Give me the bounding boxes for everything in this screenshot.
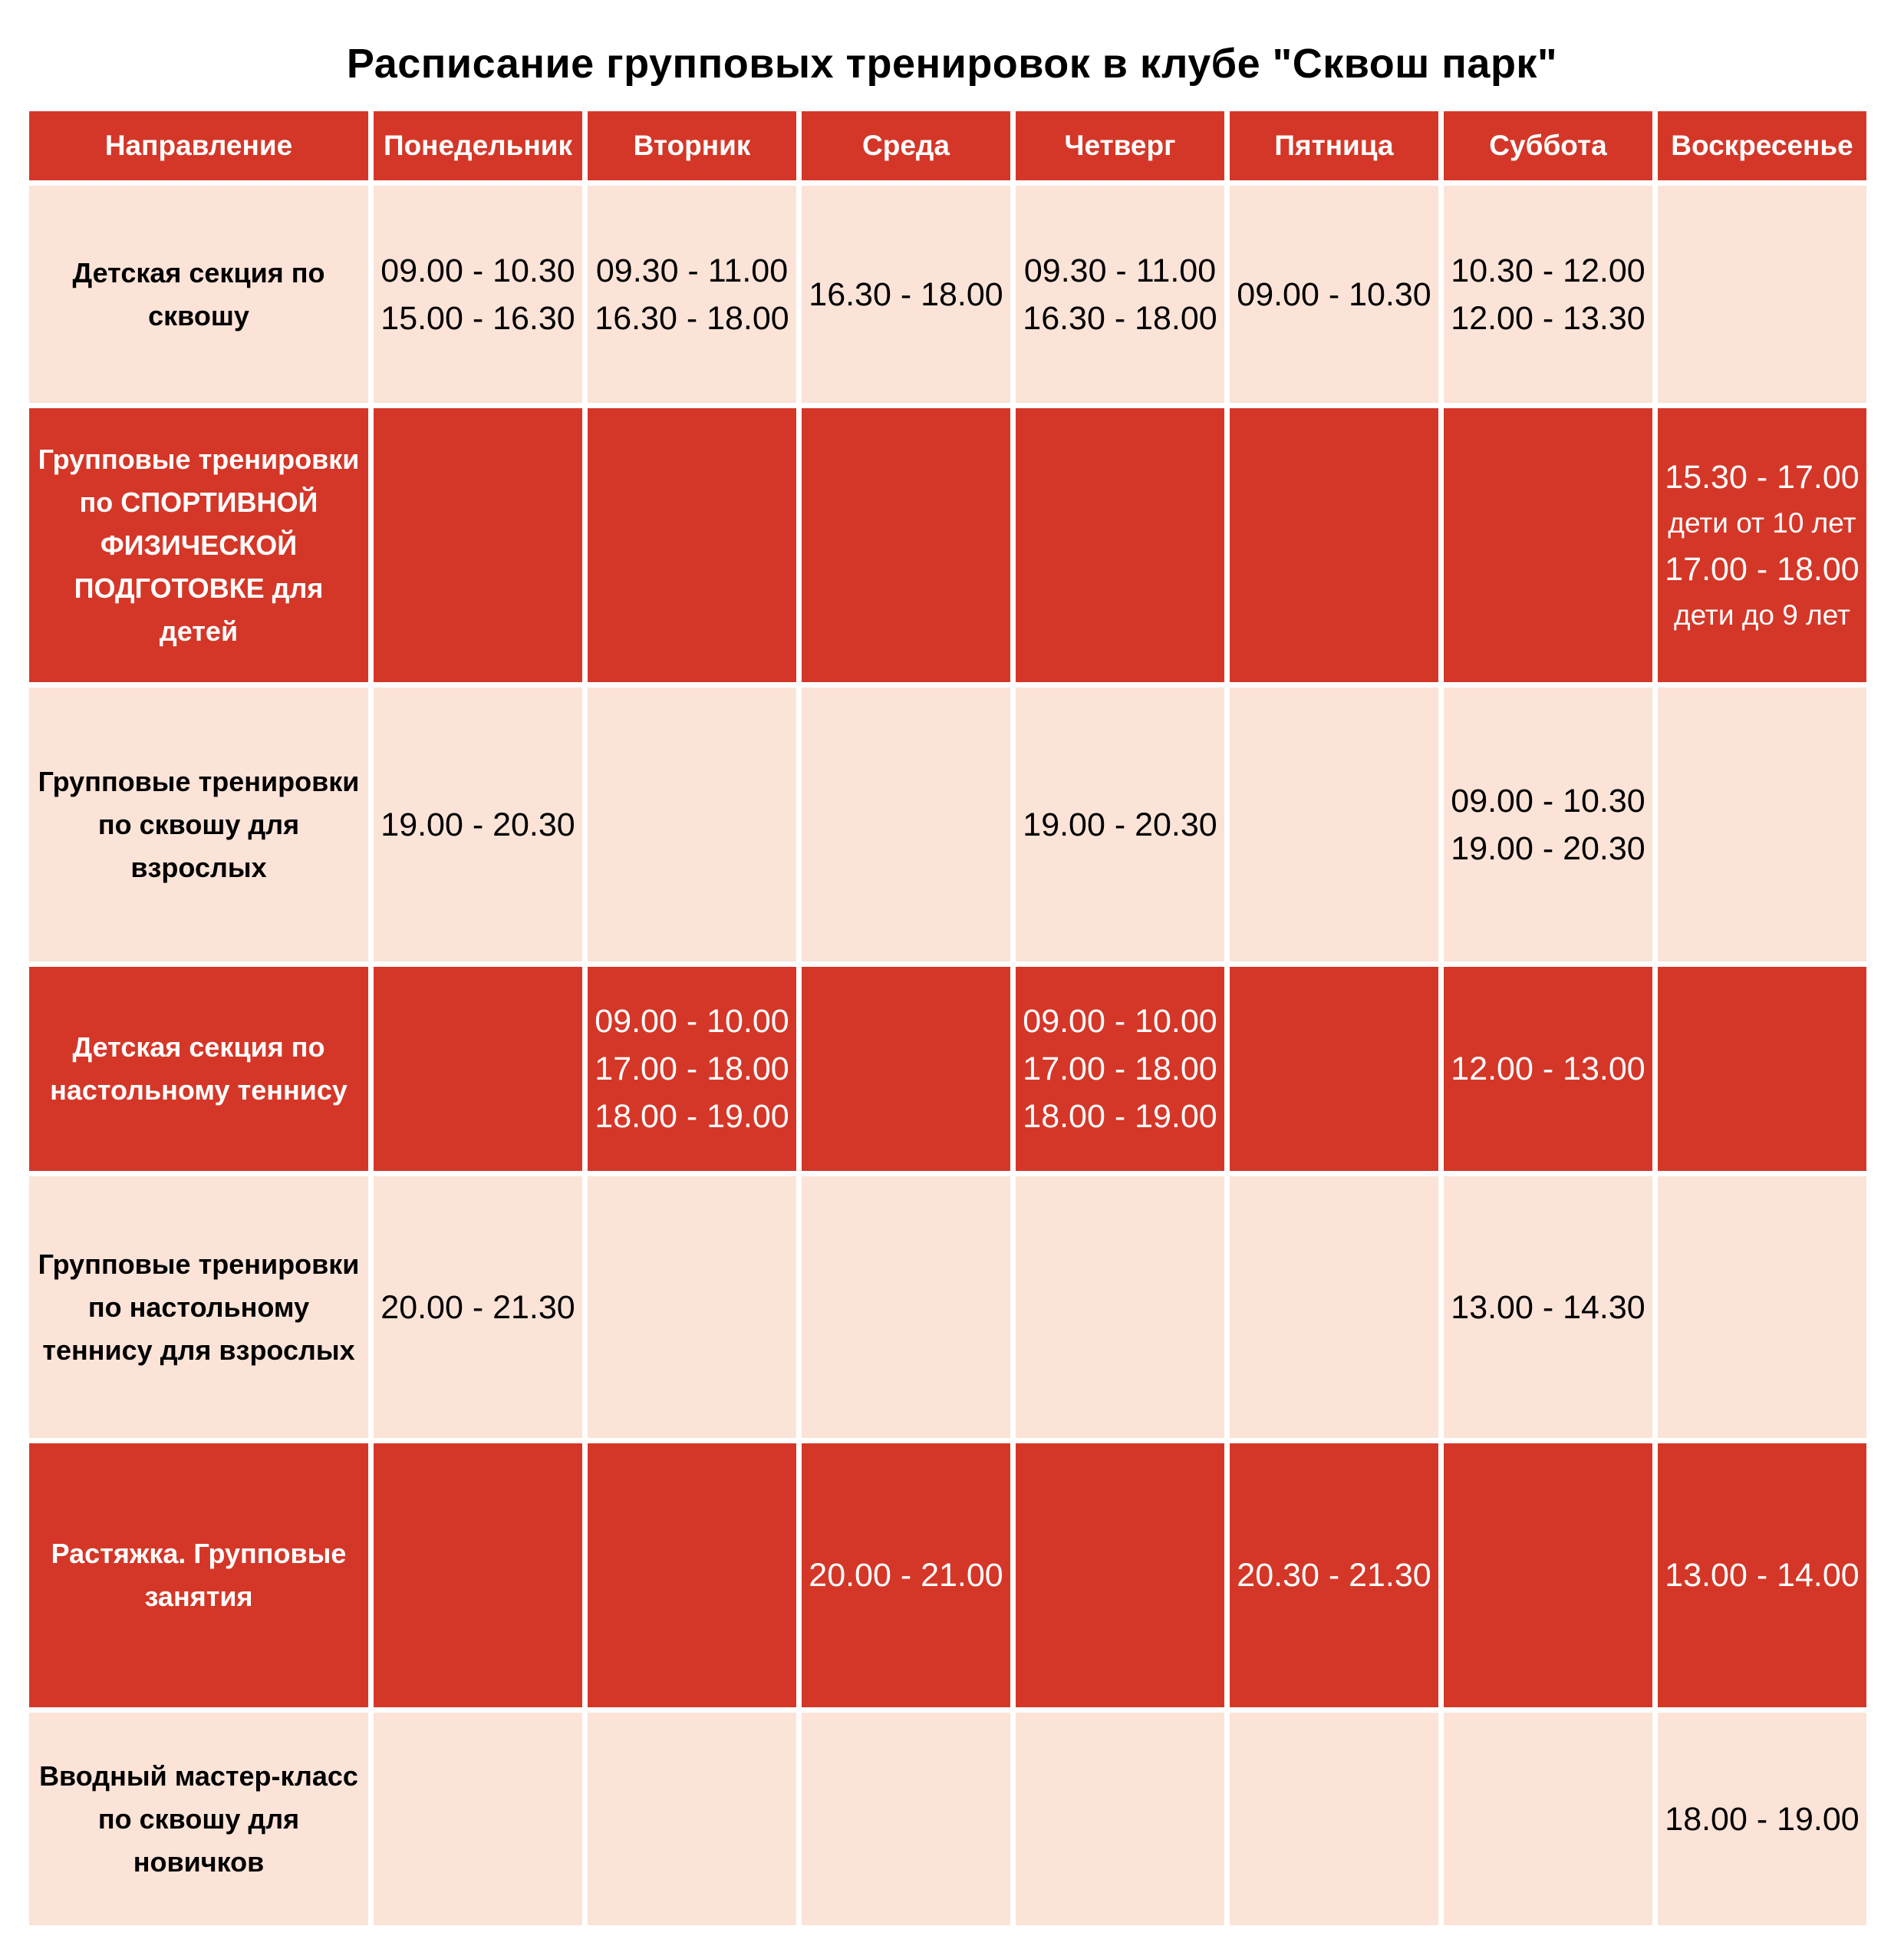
time-cell-wednesday <box>802 408 1010 682</box>
schedule-row <box>29 1176 1866 1438</box>
time-cell-sunday <box>1658 1443 1866 1707</box>
time-cell-thursday <box>1016 1443 1224 1707</box>
time-cell-tuesday <box>588 688 796 961</box>
time-cell-tuesday <box>588 186 796 403</box>
header-day-tuesday: Вторник <box>588 111 796 180</box>
time-slot: 20.30 - 21.30 <box>1237 1557 1431 1594</box>
time-cell-thursday <box>1016 967 1224 1171</box>
time-cell-friday <box>1230 1443 1438 1707</box>
time-cell-friday <box>1230 688 1438 961</box>
time-cell-thursday <box>1016 688 1224 961</box>
time-cell-wednesday <box>802 1713 1010 1925</box>
header-day-thursday: Четверг <box>1016 111 1224 180</box>
time-slot: 17.00 - 18.00 <box>595 1050 789 1087</box>
header-day-sunday: Воскресенье <box>1658 111 1866 180</box>
time-slot: 16.30 - 18.00 <box>1023 299 1217 337</box>
time-cell-sunday <box>1658 1713 1866 1925</box>
time-cell-thursday <box>1016 1176 1224 1438</box>
time-cell-saturday <box>1444 186 1652 403</box>
time-slot: 16.30 - 18.00 <box>595 299 789 337</box>
time-cell-thursday <box>1016 1713 1224 1925</box>
time-cell-saturday <box>1444 1176 1652 1438</box>
time-cell-monday <box>374 1443 582 1707</box>
time-cell-saturday <box>1444 1443 1652 1707</box>
age-note: дети до 9 лет <box>1673 599 1851 631</box>
time-cell-monday <box>374 1713 582 1925</box>
direction-cell: Детская секция по настольному теннису <box>29 967 368 1171</box>
direction-cell: Групповые тренировки по сквошу для взрослых <box>29 688 368 961</box>
time-slot: 09.00 - 10.00 <box>1023 1003 1217 1040</box>
time-slot: 20.00 - 21.00 <box>809 1557 1003 1594</box>
page-title: Расписание групповых тренировок в клубе "Сквош парк" <box>346 41 1558 87</box>
time-cell-sunday <box>1658 1176 1866 1438</box>
header-day-saturday: Суббота <box>1444 111 1652 180</box>
time-slot: 16.30 - 18.00 <box>809 275 1003 313</box>
time-cell-wednesday <box>802 186 1010 403</box>
schedule-row <box>29 1443 1866 1707</box>
time-slot: 09.30 - 11.00 <box>595 252 789 289</box>
time-cell-sunday <box>1658 408 1866 682</box>
time-slot: 19.00 - 20.30 <box>380 806 575 843</box>
header-day-wednesday: Среда <box>802 111 1010 180</box>
time-cell-sunday <box>1658 967 1866 1171</box>
time-cell-monday <box>374 186 582 403</box>
time-slot: 09.00 - 10.00 <box>595 1003 789 1040</box>
time-slot: 13.00 - 14.00 <box>1665 1557 1860 1594</box>
time-cell-friday <box>1230 1713 1438 1925</box>
time-slot: 09.00 - 10.30 <box>380 252 575 289</box>
schedule-row <box>29 967 1866 1171</box>
header-direction: Направление <box>29 111 368 180</box>
time-cell-tuesday <box>588 967 796 1171</box>
time-slot: 15.00 - 16.30 <box>380 299 575 337</box>
time-slot: 19.00 - 20.30 <box>1451 829 1645 867</box>
time-cell-saturday <box>1444 688 1652 961</box>
direction-cell: Вводный мастер-класс по сквошу для новичков <box>29 1713 368 1925</box>
time-cell-wednesday <box>802 967 1010 1171</box>
time-cell-tuesday <box>588 1176 796 1438</box>
time-cell-wednesday <box>802 1443 1010 1707</box>
time-cell-thursday <box>1016 408 1224 682</box>
direction-cell: Групповые тренировки по СПОРТИВНОЙ ФИЗИЧЕСКОЙ ПОДГОТОВКЕ для детей <box>29 408 368 682</box>
time-cell-monday <box>374 967 582 1171</box>
time-slot: 17.00 - 18.00 <box>1023 1050 1217 1087</box>
time-cell-saturday <box>1444 1713 1652 1925</box>
time-slot: 18.00 - 19.00 <box>595 1098 789 1135</box>
schedule-row <box>29 688 1866 961</box>
schedule-table <box>24 106 1872 1931</box>
schedule-row <box>29 186 1866 403</box>
time-cell-sunday <box>1658 186 1866 403</box>
time-slot: 17.00 - 18.00 <box>1665 550 1860 588</box>
direction-cell: Растяжка. Групповые занятия <box>29 1443 368 1707</box>
header-row <box>29 111 1866 180</box>
time-slot: 10.30 - 12.00 <box>1451 252 1645 289</box>
time-cell-friday <box>1230 1176 1438 1438</box>
time-cell-monday <box>374 688 582 961</box>
direction-cell: Детская секция по сквошу <box>29 186 368 403</box>
time-cell-wednesday <box>802 688 1010 961</box>
direction-cell: Групповые тренировки по настольному теннису для взрослых <box>29 1176 368 1438</box>
time-slot: 09.00 - 10.30 <box>1237 275 1431 313</box>
time-slot: 15.30 - 17.00 <box>1665 458 1860 496</box>
age-note: дети от 10 лет <box>1668 506 1856 539</box>
header-day-monday: Понедельник <box>374 111 582 180</box>
schedule-row <box>29 1713 1866 1925</box>
time-slot: 12.00 - 13.00 <box>1451 1050 1645 1087</box>
time-cell-tuesday <box>588 1443 796 1707</box>
time-slot: 18.00 - 19.00 <box>1023 1098 1217 1135</box>
time-slot: 19.00 - 20.30 <box>1023 806 1217 843</box>
time-cell-friday <box>1230 186 1438 403</box>
time-cell-wednesday <box>802 1176 1010 1438</box>
time-cell-monday <box>374 1176 582 1438</box>
schedule-row <box>29 408 1866 682</box>
time-cell-saturday <box>1444 408 1652 682</box>
time-cell-tuesday <box>588 408 796 682</box>
time-slot: 18.00 - 19.00 <box>1665 1800 1860 1838</box>
time-cell-sunday <box>1658 688 1866 961</box>
time-cell-tuesday <box>588 1713 796 1925</box>
time-slot: 09.30 - 11.00 <box>1023 252 1217 289</box>
time-slot: 20.00 - 21.30 <box>380 1288 575 1326</box>
time-cell-monday <box>374 408 582 682</box>
header-day-friday: Пятница <box>1230 111 1438 180</box>
time-cell-friday <box>1230 967 1438 1171</box>
time-slot: 09.00 - 10.30 <box>1451 782 1645 820</box>
time-slot: 12.00 - 13.30 <box>1451 299 1645 337</box>
time-slot: 13.00 - 14.30 <box>1451 1288 1645 1326</box>
time-cell-saturday <box>1444 967 1652 1171</box>
time-cell-thursday <box>1016 186 1224 403</box>
time-cell-friday <box>1230 408 1438 682</box>
